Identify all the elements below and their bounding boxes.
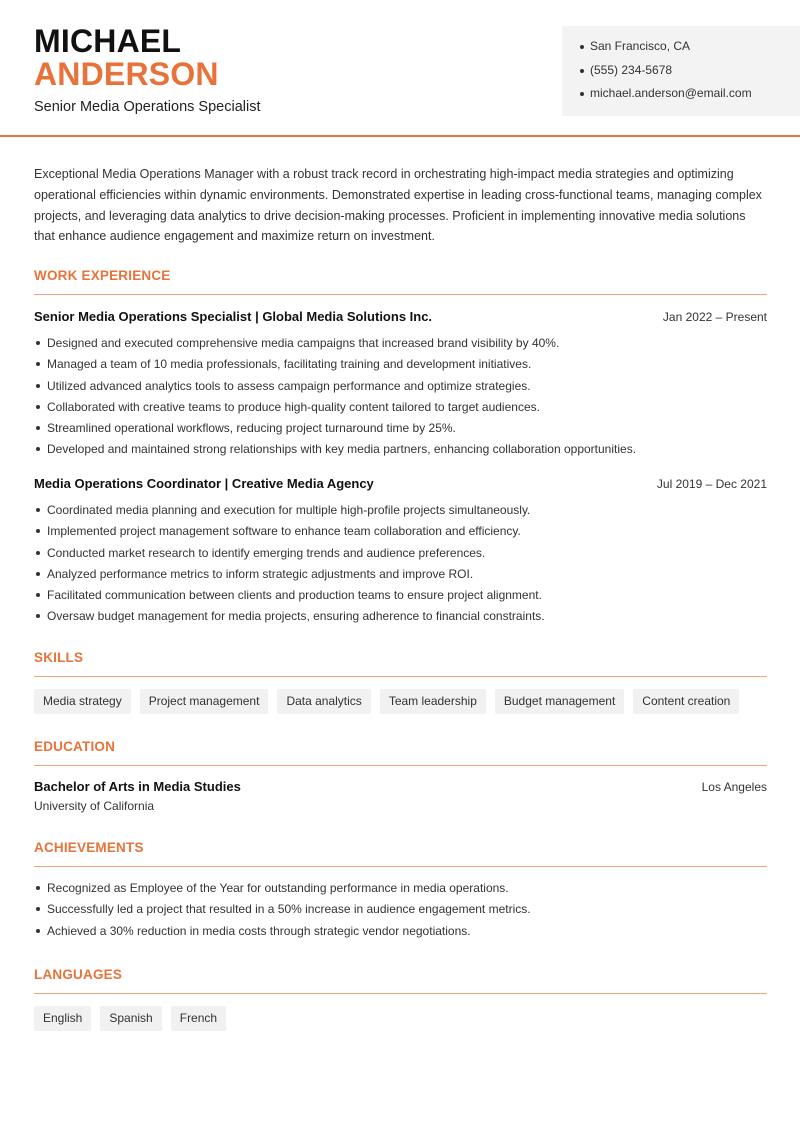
job-dates: Jul 2019 – Dec 2021: [656, 477, 767, 491]
section-title-education: EDUCATION: [34, 739, 116, 754]
job-bullet-list: [34, 333, 767, 461]
last-name: ANDERSON: [34, 56, 219, 92]
skill-chip: Project management: [140, 689, 269, 714]
summary-paragraph: Exceptional Media Operations Manager with a robust track record in orchestrating high-impact media strategies and optimizing operational efficiencies within dynamic environments. Demonstrated expertise in leading cross-functional teams, managing complex projects, and leveraging data analytics to drive decision-making processes. Proficient in implementing innovative media solutions that enhance audience engagement and maximize return on investment.: [34, 167, 762, 244]
list-item: Implemented project management software to enhance team collaboration and efficiency.: [34, 521, 767, 542]
list-item: Coordinated media planning and execution for multiple high-profile projects simultaneously.: [34, 500, 767, 521]
job-role: Senior Media Operations Specialist | Global Media Solutions Inc.: [34, 309, 433, 324]
contact-phone: (555) 234-5678: [580, 60, 800, 84]
list-item: Recognized as Employee of the Year for outstanding performance in media operations.: [34, 878, 767, 899]
languages-list: [34, 1006, 226, 1031]
contact-box: [562, 26, 800, 116]
language-chip: Spanish: [100, 1006, 161, 1031]
section-divider: [34, 993, 767, 994]
language-chip: English: [34, 1006, 91, 1031]
section-title-languages: LANGUAGES: [34, 967, 123, 982]
section-title-skills: SKILLS: [34, 650, 84, 665]
skills-list: [34, 689, 739, 714]
list-item: Collaborated with creative teams to produce high-quality content tailored to target audiences.: [34, 397, 767, 418]
section-title-achievements: ACHIEVEMENTS: [34, 840, 144, 855]
section-divider: [34, 294, 767, 295]
list-item: Oversaw budget management for media projects, ensuring adherence to financial constraints.: [34, 606, 767, 627]
skill-chip: Media strategy: [34, 689, 131, 714]
section-divider: [34, 676, 767, 677]
job-header: [34, 476, 767, 496]
list-item: Utilized advanced analytics tools to assess campaign performance and optimize strategies.: [34, 376, 767, 397]
contact-location: San Francisco, CA: [580, 36, 800, 60]
achievements-list: [34, 878, 767, 942]
education-school: University of California: [34, 799, 155, 813]
section-title-work: WORK EXPERIENCE: [34, 268, 171, 283]
education-degree: Bachelor of Arts in Media Studies: [34, 779, 241, 794]
list-item: Streamlined operational workflows, reducing project turnaround time by 25%.: [34, 418, 767, 439]
job-title: Senior Media Operations Specialist: [34, 99, 261, 115]
list-item: Successfully led a project that resulted in a 50% increase in audience engagement metrics.: [34, 899, 767, 920]
section-divider: [34, 765, 767, 766]
list-item: Designed and executed comprehensive media campaigns that increased brand visibility by 40%.: [34, 333, 767, 354]
skill-chip: Team leadership: [380, 689, 486, 714]
skill-chip: Budget management: [495, 689, 624, 714]
skill-chip: Data analytics: [277, 689, 370, 714]
job-header: [34, 309, 767, 329]
skill-chip: Content creation: [633, 689, 739, 714]
language-chip: French: [171, 1006, 226, 1031]
job-role: Media Operations Coordinator | Creative Media Agency: [34, 476, 374, 491]
resume-header: [0, 0, 800, 137]
list-item: Achieved a 30% reduction in media costs through strategic vendor negotiations.: [34, 921, 767, 942]
job-dates: Jan 2022 – Present: [662, 310, 767, 324]
education-location: Los Angeles: [701, 780, 767, 794]
list-item: Facilitated communication between clients and production teams to ensure project alignment.: [34, 585, 767, 606]
list-item: Analyzed performance metrics to inform strategic adjustments and improve ROI.: [34, 564, 767, 585]
list-item: Managed a team of 10 media professionals, facilitating training and development initiatives.: [34, 354, 767, 375]
first-name: MICHAEL: [34, 23, 182, 59]
list-item: Developed and maintained strong relationships with key media partners, enhancing collaboration opportunities.: [34, 439, 767, 460]
section-divider: [34, 866, 767, 867]
list-item: Conducted market research to identify emerging trends and audience preferences.: [34, 543, 767, 564]
contact-email[interactable]: michael.anderson@email.com: [580, 83, 800, 107]
job-bullet-list: [34, 500, 767, 628]
